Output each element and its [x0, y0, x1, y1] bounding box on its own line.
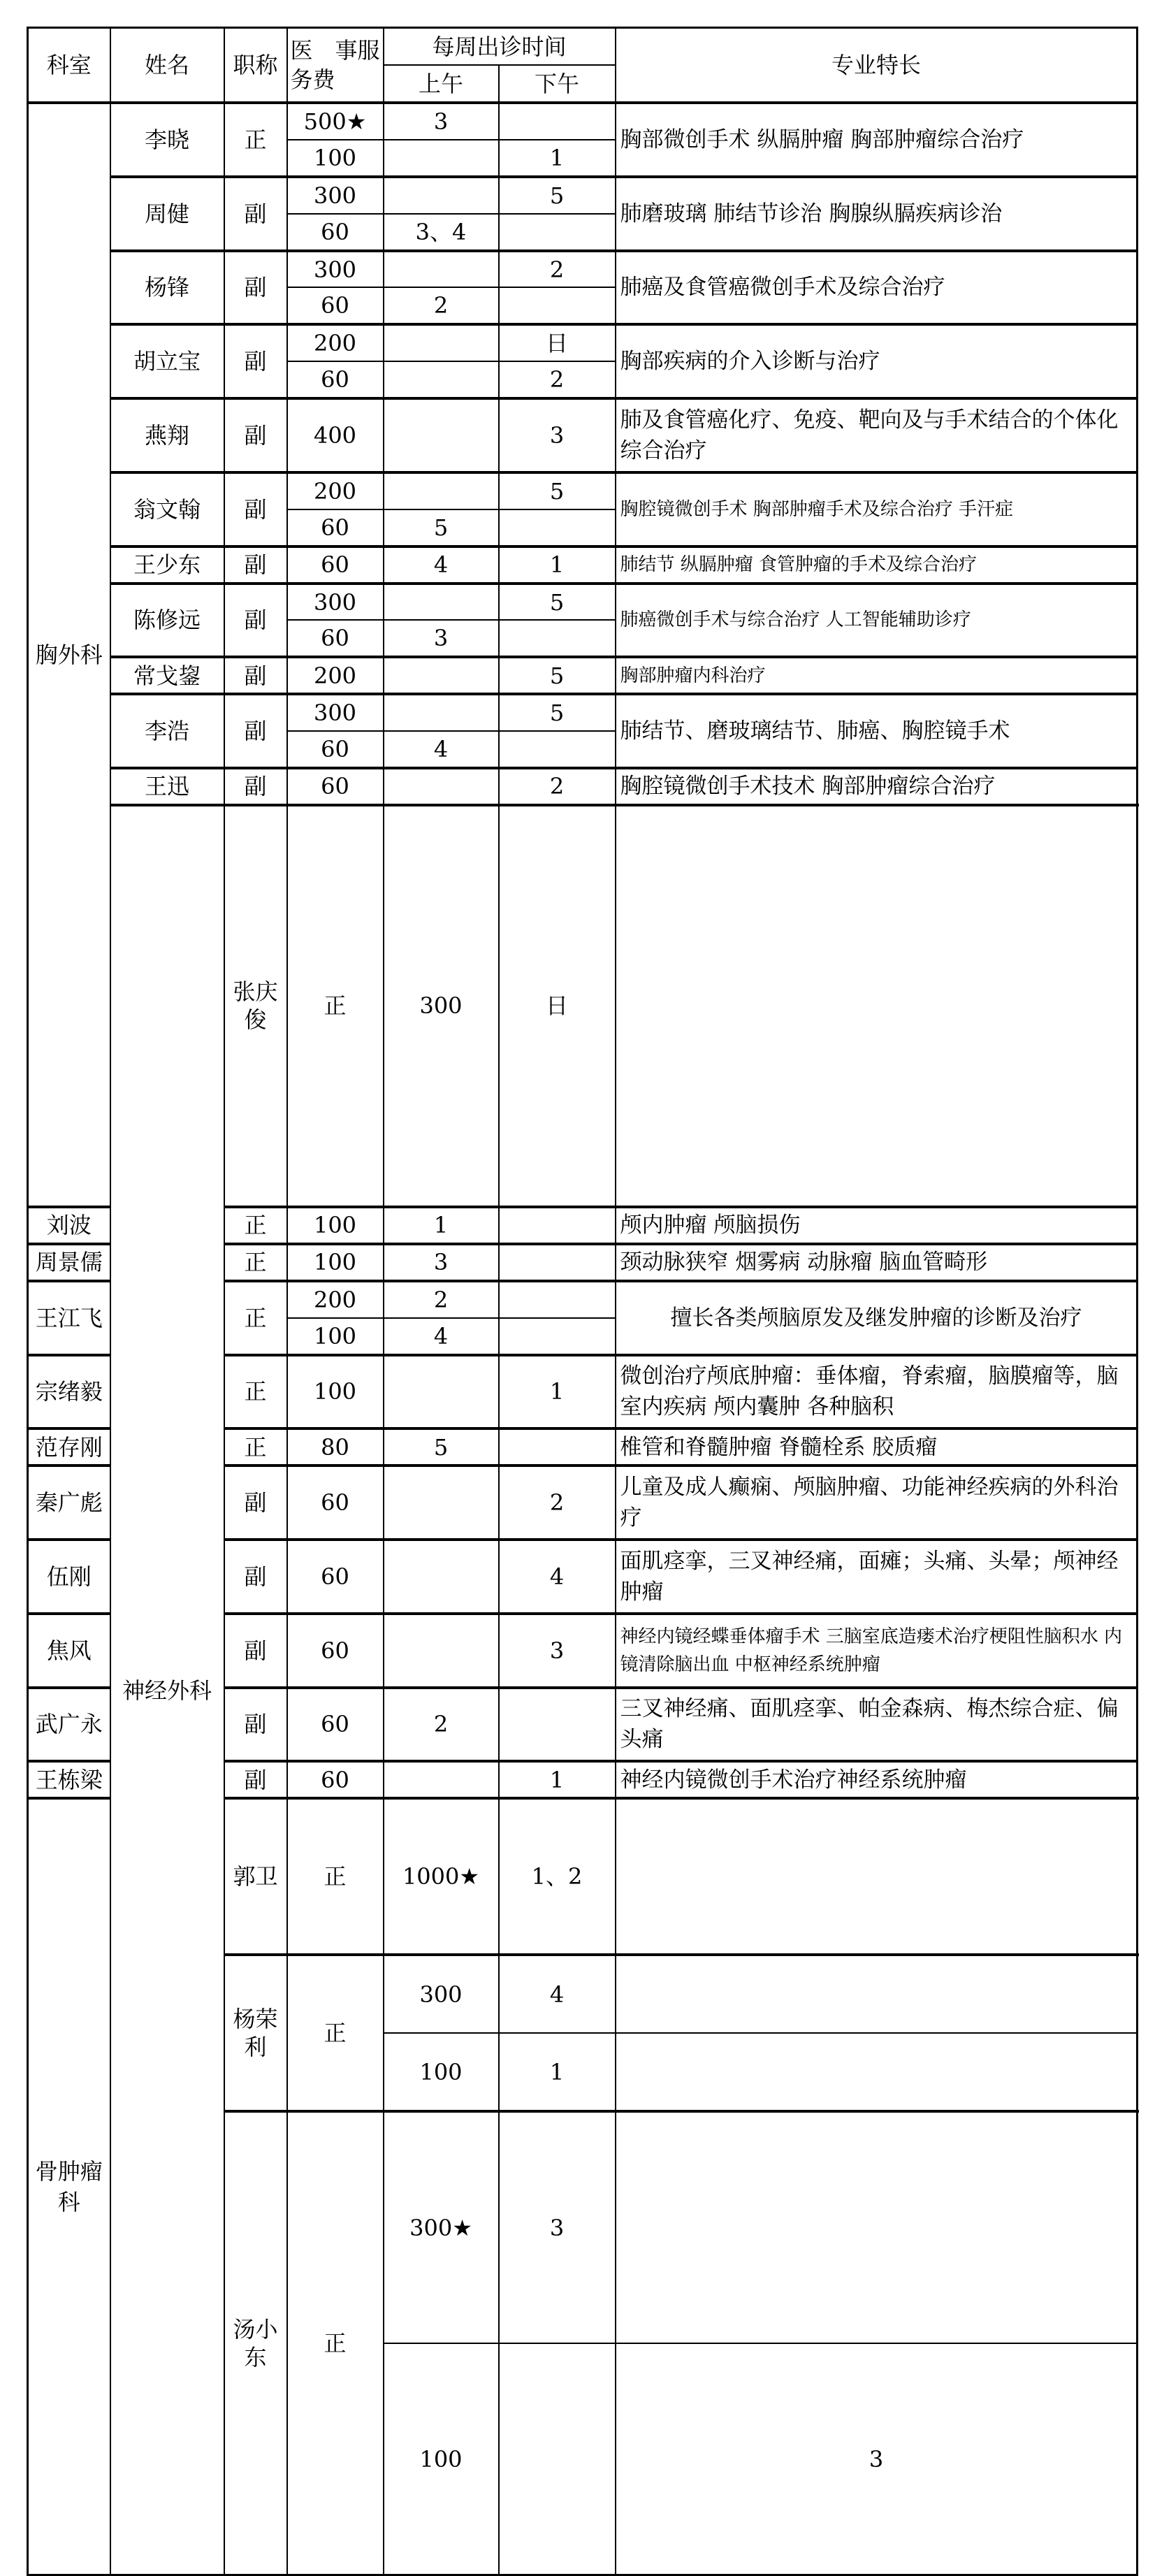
am-cell — [384, 177, 499, 214]
am-cell: 2 — [384, 287, 499, 324]
doctor-name: 翁文翰 — [110, 472, 224, 547]
doctor-title: 副 — [224, 1614, 287, 1688]
am-cell — [384, 1355, 499, 1429]
doctor-name: 刘波 — [28, 1207, 110, 1244]
pm-cell — [616, 1955, 1138, 2033]
fee-cell: 60 — [287, 287, 384, 324]
table-row — [28, 694, 1138, 731]
fee-cell: 200 — [287, 472, 384, 509]
header-name: 姓名 — [110, 28, 224, 103]
table-row — [28, 805, 1138, 1207]
specialty-cell: 胸部疾病的介入诊断与治疗 — [616, 324, 1138, 398]
fee-cell: 60 — [287, 1614, 384, 1688]
pm-cell — [499, 620, 616, 657]
doctor-title: 正 — [224, 1244, 287, 1281]
pm-cell: 3 — [499, 1614, 616, 1688]
pm-cell: 1 — [499, 547, 616, 584]
am-cell: 4 — [384, 547, 499, 584]
fee-cell: 80 — [287, 1428, 384, 1466]
doctor-title: 正 — [287, 1955, 384, 2111]
doctor-name: 范存刚 — [28, 1428, 110, 1466]
doctor-name: 燕翔 — [110, 398, 224, 472]
pm-cell: 5 — [499, 472, 616, 509]
doctor-title: 副 — [224, 177, 287, 251]
fee-cell: 100 — [384, 2033, 499, 2111]
table-row — [28, 768, 1138, 805]
pm-cell — [499, 1318, 616, 1355]
fee-cell: 60 — [287, 620, 384, 657]
doctor-name: 秦广彪 — [28, 1466, 110, 1540]
doctor-name: 郭卫 — [224, 1798, 287, 1955]
doctor-title: 正 — [287, 1798, 384, 1955]
am-cell — [384, 398, 499, 472]
doctor-title: 正 — [224, 1355, 287, 1429]
pm-cell — [616, 1798, 1138, 1955]
specialty-cell: 颅内肿瘤 颅脑损伤 — [616, 1207, 1138, 1244]
fee-cell: 60 — [287, 509, 384, 547]
doctor-title: 副 — [224, 1540, 287, 1614]
specialty-cell: 椎管和脊髓肿瘤 脊髓栓系 胶质瘤 — [616, 1428, 1138, 1466]
fee-cell: 60 — [287, 768, 384, 805]
specialty-cell: 肺癌微创手术与综合治疗 人工智能辅助诊疗 — [616, 584, 1138, 658]
specialty-cell: 肺磨玻璃 肺结节诊治 胸腺纵膈疾病诊治 — [616, 177, 1138, 251]
am-cell: 3、4 — [384, 214, 499, 251]
specialty-cell: 肺结节 纵膈肿瘤 食管肿瘤的手术及综合治疗 — [616, 547, 1138, 584]
fee-cell: 1000★ — [384, 1798, 499, 1955]
pm-cell — [616, 805, 1138, 1207]
specialty-cell: 胸部肿瘤内科治疗 — [616, 657, 1138, 694]
doctor-name: 焦风 — [28, 1614, 110, 1688]
am-cell: 3 — [384, 1244, 499, 1281]
doctor-name: 王迅 — [110, 768, 224, 805]
pm-cell: 1 — [499, 140, 616, 177]
doctor-name: 常戈鋆 — [110, 657, 224, 694]
pm-cell — [499, 214, 616, 251]
header-pm: 下午 — [499, 65, 616, 103]
am-cell — [384, 1761, 499, 1798]
pm-cell — [499, 731, 616, 768]
table-row — [28, 251, 1138, 288]
fee-cell: 100 — [287, 1318, 384, 1355]
fee-cell: 60 — [287, 1688, 384, 1762]
specialty-cell: 擅长各类颅脑原发及继发肿瘤的诊断及治疗 — [616, 1281, 1138, 1355]
fee-cell: 300 — [384, 1955, 499, 2033]
doctor-name: 伍刚 — [28, 1540, 110, 1614]
table-row — [28, 657, 1138, 694]
am-cell: 4 — [384, 1318, 499, 1355]
pm-cell: 5 — [499, 694, 616, 731]
specialty-cell: 三叉神经痛、面肌痉挛、帕金森病、梅杰综合症、偏头痛 — [616, 1688, 1138, 1762]
pm-cell — [499, 103, 616, 140]
fee-cell: 200 — [287, 324, 384, 361]
specialty-cell: 颈动脉狭窄 烟雾病 动脉瘤 脑血管畸形 — [616, 1244, 1138, 1281]
header-schedule: 每周出诊时间 — [384, 28, 616, 66]
fee-cell: 300 — [287, 694, 384, 731]
doctor-name: 周景儒 — [28, 1244, 110, 1281]
fee-cell: 100 — [287, 1355, 384, 1429]
am-cell: 3 — [384, 620, 499, 657]
pm-cell — [499, 1428, 616, 1466]
fee-cell: 400 — [287, 398, 384, 472]
pm-cell — [616, 2111, 1138, 2343]
pm-cell: 1 — [499, 1761, 616, 1798]
doctor-name: 杨锋 — [110, 251, 224, 325]
pm-cell: 5 — [499, 657, 616, 694]
am-cell — [384, 1466, 499, 1540]
pm-cell: 4 — [499, 1540, 616, 1614]
am-cell — [384, 251, 499, 288]
am-cell — [384, 584, 499, 621]
doctor-name: 王少东 — [110, 547, 224, 584]
fee-cell: 300 — [287, 177, 384, 214]
fee-cell: 60 — [287, 1466, 384, 1540]
doctor-title: 副 — [224, 1466, 287, 1540]
doctor-title: 副 — [224, 398, 287, 472]
specialty-cell: 胸腔镜微创手术 胸部肿瘤手术及综合治疗 手汗症 — [616, 472, 1138, 547]
fee-cell: 300★ — [384, 2111, 499, 2343]
am-cell — [384, 472, 499, 509]
doctor-name: 武广永 — [28, 1688, 110, 1762]
doctor-title: 正 — [224, 1207, 287, 1244]
doctor-title: 副 — [224, 324, 287, 398]
am-cell — [384, 324, 499, 361]
table-row — [28, 103, 1138, 140]
pm-cell: 3 — [499, 398, 616, 472]
pm-cell: 日 — [499, 324, 616, 361]
am-cell: 1 — [384, 1207, 499, 1244]
pm-cell: 2 — [499, 768, 616, 805]
header-am: 上午 — [384, 65, 499, 103]
pm-cell — [499, 1688, 616, 1762]
specialty-cell: 胸部微创手术 纵膈肿瘤 胸部肿瘤综合治疗 — [616, 103, 1138, 177]
header-specialty: 专业特长 — [616, 28, 1138, 103]
doctor-name: 周健 — [110, 177, 224, 251]
specialty-cell: 儿童及成人癫痫、颅脑肿瘤、功能神经疾病的外科治疗 — [616, 1466, 1138, 1540]
am-cell — [384, 1540, 499, 1614]
am-cell: 5 — [384, 1428, 499, 1466]
pm-cell — [499, 1207, 616, 1244]
am-cell: 3 — [384, 103, 499, 140]
pm-cell — [499, 287, 616, 324]
doctor-title: 副 — [224, 547, 287, 584]
fee-cell: 60 — [287, 361, 384, 398]
pm-cell — [616, 2033, 1138, 2111]
dept-cell: 神经外科 — [110, 805, 224, 2575]
pm-cell — [499, 1244, 616, 1281]
am-cell: 日 — [499, 805, 616, 1207]
fee-cell: 300 — [287, 251, 384, 288]
fee-cell: 60 — [287, 214, 384, 251]
specialty-cell: 肺结节、磨玻璃结节、肺癌、胸腔镜手术 — [616, 694, 1138, 768]
fee-cell: 200 — [287, 1281, 384, 1318]
specialty-cell: 神经内镜微创手术治疗神经系统肿瘤 — [616, 1761, 1138, 1798]
doctor-title: 副 — [224, 694, 287, 768]
fee-cell: 60 — [287, 731, 384, 768]
table-row — [28, 324, 1138, 361]
doctor-title: 正 — [224, 103, 287, 177]
pm-cell: 3 — [616, 2343, 1138, 2575]
pm-cell: 5 — [499, 177, 616, 214]
specialty-cell: 神经内镜经蝶垂体瘤手术 三脑室底造瘘术治疗梗阻性脑积水 内镜清除脑出血 中枢神经系统肿瘤 — [616, 1614, 1138, 1688]
doctor-title: 正 — [287, 2111, 384, 2575]
specialty-cell: 面肌痉挛，三叉神经痛，面瘫；头痛、头晕；颅神经肿瘤 — [616, 1540, 1138, 1614]
doctor-title: 副 — [224, 768, 287, 805]
doctor-title: 副 — [224, 657, 287, 694]
am-cell: 1、2 — [499, 1798, 616, 1955]
doctor-title: 副 — [224, 584, 287, 658]
table-row — [28, 177, 1138, 214]
am-cell — [384, 694, 499, 731]
header-fee: 医 事服务费 — [287, 28, 384, 103]
fee-cell: 500★ — [287, 103, 384, 140]
doctor-title: 副 — [224, 1688, 287, 1762]
doctor-name: 陈修远 — [110, 584, 224, 658]
doctor-name: 汤小东 — [224, 2111, 287, 2575]
doctor-name: 王栋梁 — [28, 1761, 110, 1798]
table-row — [28, 398, 1138, 472]
specialty-cell: 微创治疗颅底肿瘤：垂体瘤，脊索瘤，脑膜瘤等，脑室内疾病 颅内囊肿 各种脑积 — [616, 1355, 1138, 1429]
fee-cell: 60 — [287, 547, 384, 584]
am-cell: 4 — [384, 731, 499, 768]
pm-cell — [499, 1281, 616, 1318]
am-cell — [384, 140, 499, 177]
am-cell — [499, 2343, 616, 2575]
specialty-cell: 肺及食管癌化疗、免疫、靶向及与手术结合的个体化综合治疗 — [616, 398, 1138, 472]
am-cell: 2 — [384, 1688, 499, 1762]
pm-cell: 2 — [499, 1466, 616, 1540]
pm-cell: 2 — [499, 251, 616, 288]
header-title: 职称 — [224, 28, 287, 103]
doctor-name: 李晓 — [110, 103, 224, 177]
doctor-name: 宗绪毅 — [28, 1355, 110, 1429]
am-cell: 4 — [499, 1955, 616, 2033]
fee-cell: 300 — [384, 805, 499, 1207]
am-cell — [384, 361, 499, 398]
fee-cell: 60 — [287, 1540, 384, 1614]
doctor-title: 正 — [224, 1281, 287, 1355]
am-cell: 5 — [384, 509, 499, 547]
am-cell — [384, 768, 499, 805]
fee-cell: 100 — [384, 2343, 499, 2575]
pm-cell — [499, 509, 616, 547]
doctor-name: 李浩 — [110, 694, 224, 768]
doctor-title: 副 — [224, 251, 287, 325]
pm-cell: 2 — [499, 361, 616, 398]
fee-cell: 100 — [287, 140, 384, 177]
dept-cell: 胸外科 — [28, 103, 110, 1207]
fee-cell: 100 — [287, 1207, 384, 1244]
pm-cell: 1 — [499, 1355, 616, 1429]
doctor-name: 张庆俊 — [224, 805, 287, 1207]
am-cell — [384, 1614, 499, 1688]
doctor-name: 杨荣利 — [224, 1955, 287, 2111]
specialty-cell: 肺癌及食管癌微创手术及综合治疗 — [616, 251, 1138, 325]
am-cell: 1 — [499, 2033, 616, 2111]
doctor-title: 正 — [287, 805, 384, 1207]
table-row — [28, 547, 1138, 584]
schedule-body — [28, 103, 1138, 2575]
header-dept: 科室 — [28, 28, 110, 103]
table-row — [28, 584, 1138, 621]
doctor-title: 副 — [224, 472, 287, 547]
am-cell: 3 — [499, 2111, 616, 2343]
am-cell: 2 — [384, 1281, 499, 1318]
fee-cell: 100 — [287, 1244, 384, 1281]
doctor-title: 副 — [224, 1761, 287, 1798]
clinic-schedule-table — [27, 27, 1138, 2576]
pm-cell: 5 — [499, 584, 616, 621]
doctor-title: 正 — [224, 1428, 287, 1466]
fee-cell: 300 — [287, 584, 384, 621]
doctor-name: 王江飞 — [28, 1281, 110, 1355]
table-row — [28, 472, 1138, 509]
doctor-name: 胡立宝 — [110, 324, 224, 398]
specialty-cell: 胸腔镜微创手术技术 胸部肿瘤综合治疗 — [616, 768, 1138, 805]
fee-cell: 60 — [287, 1761, 384, 1798]
dept-cell: 骨肿瘤科 — [28, 1798, 110, 2575]
am-cell — [384, 657, 499, 694]
fee-cell: 200 — [287, 657, 384, 694]
